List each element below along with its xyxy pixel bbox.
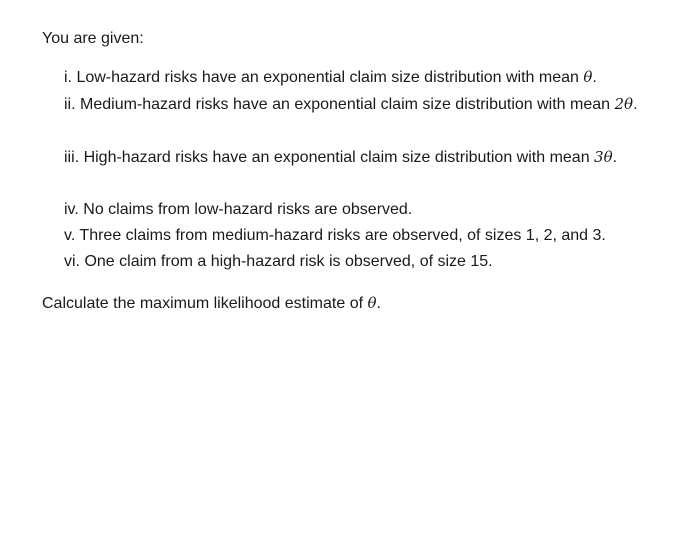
item-number: iv. xyxy=(64,201,79,218)
item-number: iii. xyxy=(64,149,80,166)
item-number: i. xyxy=(64,69,72,86)
item-text: One claim from a high-hazard risk is observed, of size 15. xyxy=(84,253,493,270)
given-item-2 xyxy=(64,91,696,118)
item-tail: . xyxy=(633,96,638,113)
item-math: 2θ xyxy=(614,95,634,113)
question-body: Calculate the maximum likelihood estimate of xyxy=(42,295,368,312)
item-number: ii. xyxy=(64,96,76,113)
item-number: vi. xyxy=(64,253,80,270)
given-item-6 xyxy=(64,249,696,275)
item-number: v. xyxy=(64,227,76,244)
question-math: θ xyxy=(367,294,377,312)
question-text xyxy=(42,292,381,315)
item-math: θ xyxy=(583,68,593,86)
intro-text: You are given: xyxy=(42,30,144,47)
given-item-5 xyxy=(64,223,696,249)
item-math: 3θ xyxy=(594,148,613,166)
item-tail: . xyxy=(592,69,597,86)
item-text: No claims from low-hazard risks are observed. xyxy=(83,201,413,218)
given-item-4 xyxy=(64,197,696,223)
given-item-3 xyxy=(64,144,696,171)
item-text: Low-hazard risks have an exponential claim size distribution with mean xyxy=(76,69,584,86)
item-text: Three claims from medium-hazard risks are observed, of sizes 1, 2, and 3. xyxy=(79,227,606,244)
item-text: Medium-hazard risks have an exponential claim size distribution with mean xyxy=(80,96,615,113)
question-tail: . xyxy=(376,295,381,312)
item-tail: . xyxy=(612,149,618,166)
item-text: High-hazard risks have an exponential claim size distribution with mean xyxy=(83,149,595,166)
given-item-1 xyxy=(64,64,696,91)
